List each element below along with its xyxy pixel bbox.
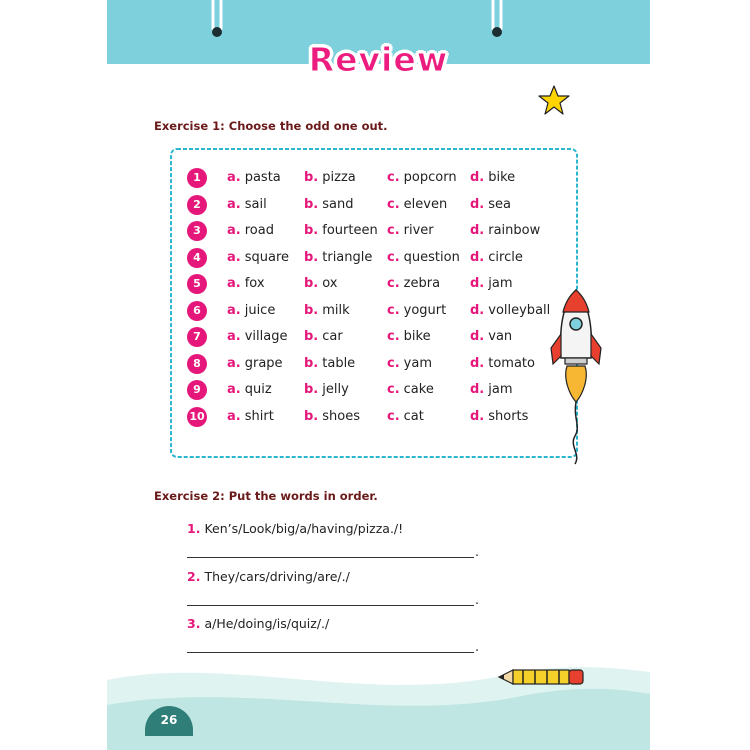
item-number: 1 <box>187 168 207 188</box>
option-b[interactable]: b. fourteen <box>304 223 378 238</box>
item-number: 9 <box>187 380 207 400</box>
option-d[interactable]: d. jam <box>470 382 513 397</box>
option-d[interactable]: d. bike <box>470 170 516 185</box>
option-c[interactable]: c. eleven <box>387 196 448 212</box>
option-b[interactable]: b. milk <box>304 302 350 318</box>
question-2: 2. They/cars/driving/are/./ <box>187 569 350 584</box>
option-a[interactable]: a. quiz <box>227 382 272 397</box>
rocket-icon <box>547 286 605 468</box>
item-number: 10 <box>187 407 207 427</box>
list-item <box>187 300 587 322</box>
option-d[interactable]: d. circle <box>470 249 523 265</box>
item-number: 7 <box>187 327 207 347</box>
option-c[interactable]: c. bike <box>387 329 431 344</box>
binder-ring-left <box>210 0 224 40</box>
star-icon <box>538 84 570 116</box>
list-item <box>187 406 587 428</box>
option-b[interactable]: b. table <box>304 355 356 371</box>
list-item <box>187 194 587 216</box>
option-c[interactable]: c. cake <box>387 382 434 397</box>
line-end-2: . <box>475 593 480 608</box>
list-item <box>187 326 587 348</box>
question-1: 1. Ken’s/Look/big/a/having/pizza./! <box>187 521 404 536</box>
option-b[interactable]: b. car <box>304 329 343 344</box>
option-a[interactable]: a. juice <box>227 302 276 318</box>
option-d[interactable]: d. sea <box>470 196 511 212</box>
option-a[interactable]: a. pasta <box>227 170 281 185</box>
option-a[interactable]: a. grape <box>227 355 283 371</box>
option-a[interactable]: a. village <box>227 329 288 344</box>
item-number: 8 <box>187 354 207 374</box>
workbook-page <box>107 0 650 750</box>
option-c[interactable]: c. yam <box>387 355 432 371</box>
list-item <box>187 353 587 375</box>
option-c[interactable]: c. question <box>387 249 460 265</box>
list-item <box>187 220 587 242</box>
list-item <box>187 247 587 269</box>
list-item <box>187 167 587 189</box>
option-d[interactable]: d. jam <box>470 276 513 291</box>
pencil-icon <box>497 664 587 690</box>
item-number: 5 <box>187 274 207 294</box>
option-b[interactable]: b. sand <box>304 196 354 212</box>
option-b[interactable]: b. shoes <box>304 408 360 424</box>
item-number: 2 <box>187 195 207 215</box>
option-b[interactable]: b. ox <box>304 276 338 291</box>
option-c[interactable]: c. popcorn <box>387 170 457 185</box>
option-a[interactable]: a. fox <box>227 276 265 291</box>
option-a[interactable]: a. road <box>227 223 274 238</box>
option-d[interactable]: d. shorts <box>470 408 529 424</box>
option-b[interactable]: b. jelly <box>304 382 349 397</box>
option-a[interactable]: a. sail <box>227 196 267 212</box>
option-a[interactable]: a. square <box>227 249 290 265</box>
answer-line-2[interactable] <box>187 605 474 606</box>
option-c[interactable]: c. yogurt <box>387 302 447 318</box>
page-number: 26 <box>145 706 193 736</box>
option-d[interactable]: d. van <box>470 329 513 344</box>
item-number: 4 <box>187 248 207 268</box>
option-c[interactable]: c. river <box>387 223 434 238</box>
option-c[interactable]: c. cat <box>387 408 424 424</box>
option-d[interactable]: d. volleyball <box>470 302 551 318</box>
option-d[interactable]: d. rainbow <box>470 223 541 238</box>
exercise2-heading: Exercise 2: Put the words in order. <box>154 489 378 503</box>
answer-line-1[interactable] <box>187 557 474 558</box>
option-d[interactable]: d. tomato <box>470 355 535 371</box>
item-number: 3 <box>187 221 207 241</box>
option-a[interactable]: a. shirt <box>227 408 274 424</box>
question-3: 3. a/He/doing/is/quiz/./ <box>187 616 330 631</box>
item-number: 6 <box>187 301 207 321</box>
option-b[interactable]: b. pizza <box>304 170 356 185</box>
binder-ring-right <box>490 0 504 40</box>
line-end-3: . <box>475 640 480 655</box>
option-c[interactable]: c. zebra <box>387 276 441 291</box>
list-item <box>187 273 587 295</box>
option-b[interactable]: b. triangle <box>304 249 373 265</box>
exercise1-heading: Exercise 1: Choose the odd one out. <box>154 119 388 133</box>
list-item <box>187 379 587 401</box>
page-title: Review <box>308 40 449 79</box>
line-end-1: . <box>475 545 480 560</box>
